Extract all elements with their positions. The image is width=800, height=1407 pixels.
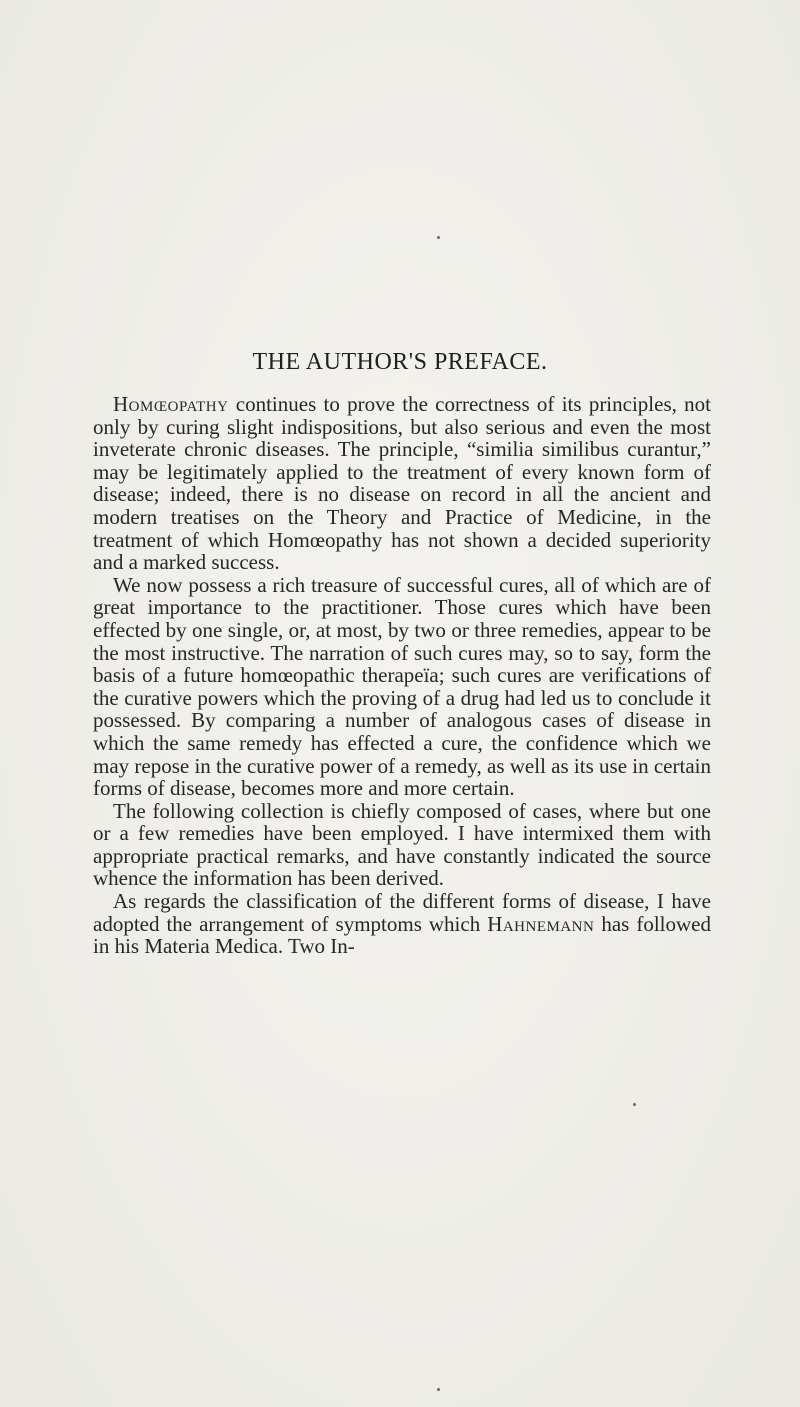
ink-speck: [633, 1103, 636, 1106]
paragraph-text: As regards the classification of the different forms of disease, I have adopted the arrangement of symptoms which: [93, 889, 711, 936]
paragraph-3: The following collection is chiefly composed of cases, where but one or a few remedies have been employed. I have intermixed them with appropriate practical remarks, and have constantly indicated the source whence the information has been derived.: [93, 798, 711, 891]
paragraph-2: We now possess a rich treasure of successful cures, all of which are of great importance to the practitioner. Those cures which have been effected by one single, or, at most, by two or three remedies, appear to be the most instructive. The narration of such cures may, so to say, form the basis of a future homœopathic therapeïa; such cures are verifications of the curative powers which the proving of a drug had led us to conclude it possessed. By comparing a number of analogous cases of disease in which the same remedy has effected a cure, the confidence which we may repose in the curative power of a remedy, as well as its use in certain forms of disease, becomes more and more certain.: [93, 572, 711, 801]
author-name: Hahnemann: [487, 911, 595, 936]
paragraph-text: continues to prove the correctness of its principles, not only by curing slight indispositions, but also serious and even the most inveterate chronic diseases. The principle, “similia similibus curantur,” may be legitimately applied to the treatment of every known form of disease; indeed, there is no disease on record in all the ancient and modern treatises on the Theory and Practice of Medicine, in the treatment of which Homœopathy has not shown a decided superiority and a marked success.: [93, 392, 711, 575]
paragraph-1: [93, 393, 711, 574]
ink-speck: [437, 236, 440, 239]
preface-body: [93, 393, 711, 958]
paragraph-lead-word: Homœopathy: [113, 392, 229, 416]
paragraph-4: [93, 890, 711, 958]
page-title: THE AUTHOR'S PREFACE.: [252, 349, 548, 375]
paragraph-text: has followed in his Materia Medica. Two In-: [93, 911, 711, 959]
ink-speck: [437, 1388, 440, 1391]
